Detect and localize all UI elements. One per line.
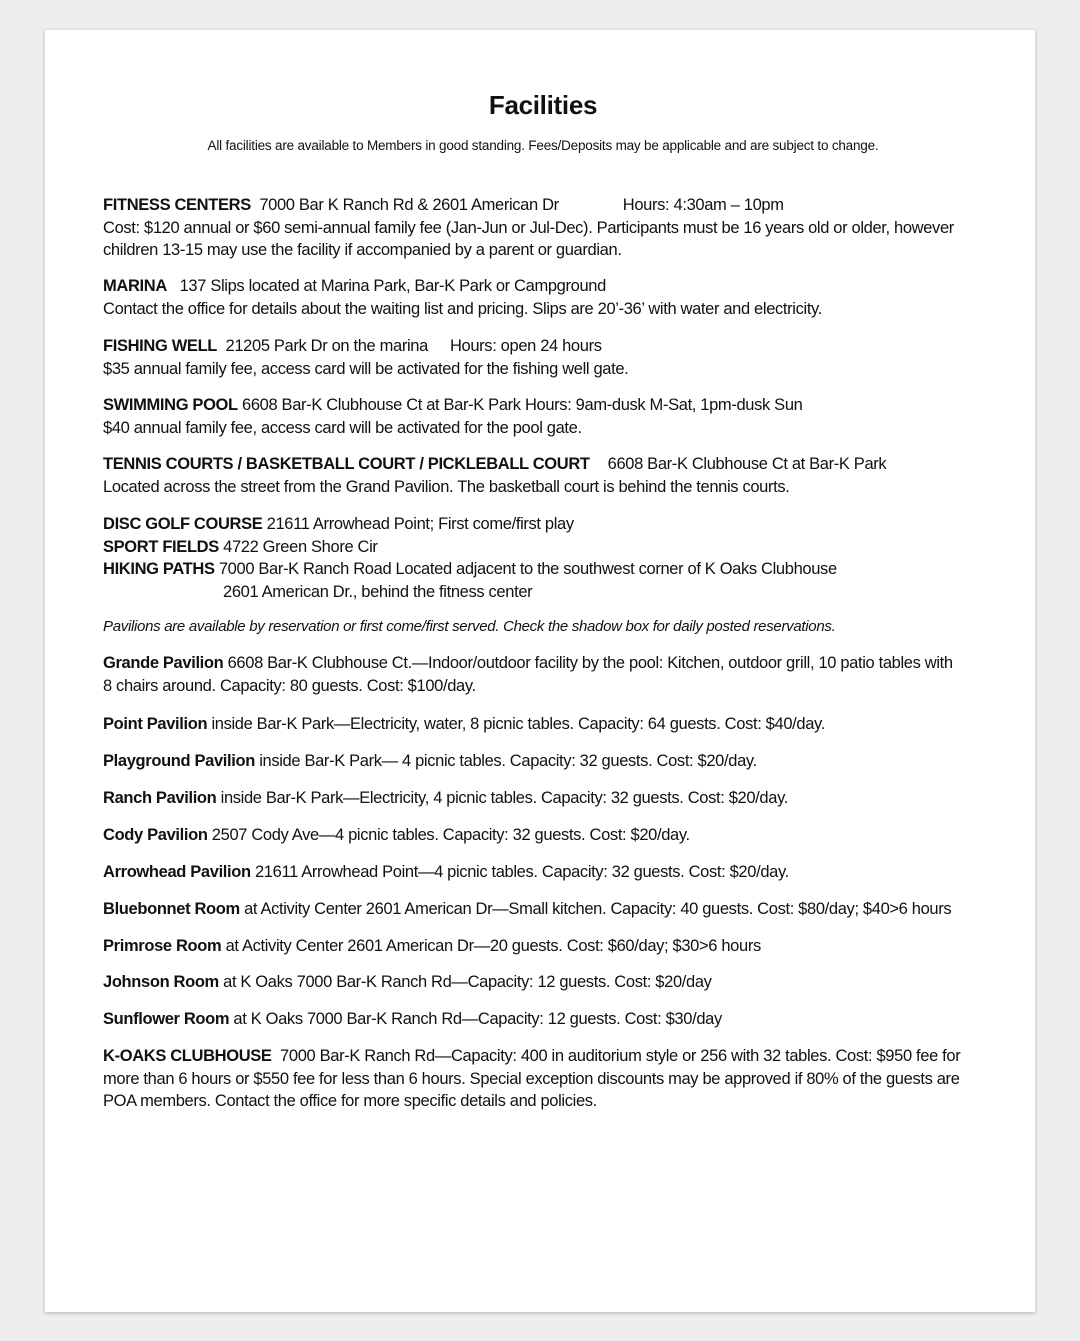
- cody-name: Cody Pavilion: [103, 826, 208, 844]
- marina-address: 137 Slips located at Marina Park, Bar-K Park or Campground: [179, 277, 606, 295]
- fishing-address: 21205 Park Dr on the marina: [225, 337, 428, 355]
- hiking-text: 7000 Bar-K Ranch Road Located adjacent to the southwest corner of K Oaks Clubhouse: [218, 560, 837, 578]
- sunflower-name: Sunflower Room: [103, 1010, 230, 1028]
- courts-entry: [103, 453, 983, 498]
- hiking-line2: 2601 American Dr., behind the fitness center: [223, 582, 533, 601]
- page-title: Facilities: [488, 90, 598, 120]
- fishing-name: FISHING WELL: [103, 337, 218, 355]
- bluebonnet-room-entry: [103, 898, 983, 921]
- sunflower-text: at K Oaks 7000 Bar-K Ranch Rd—Capacity: 12 guests. Cost: $30/day: [233, 1010, 722, 1028]
- point-name: Point Pavilion: [103, 715, 208, 733]
- sport-text: 4722 Green Shore Cir: [223, 537, 378, 556]
- koaks-name: K-OAKS CLUBHOUSE: [103, 1047, 272, 1065]
- courts-address: 6608 Bar-K Clubhouse Ct at Bar-K Park: [607, 455, 887, 473]
- sport-fields-entry: [103, 536, 983, 559]
- primrose-name: Primrose Room: [103, 937, 222, 955]
- fitness-cost: Cost: $120 annual or $60 semi-annual family fee (Jan-Jun or Jul-Dec). Participants must be 16 years old or older, however: [103, 218, 954, 237]
- grande-name: Grande Pavilion: [103, 654, 224, 672]
- ranch-pavilion-entry: [103, 787, 983, 810]
- disc-name: DISC GOLF COURSE: [103, 515, 263, 533]
- marina-entry: [103, 275, 983, 320]
- page-subtitle: All facilities are available to Members in good standing. Fees/Deposits may be applicable and are subject to change.: [207, 138, 879, 153]
- cody-pavilion-entry: [103, 824, 983, 847]
- fitness-age-note: children 13-15 may use the facility if accompanied by a parent or guardian.: [103, 241, 622, 259]
- koaks-line2: more than 6 hours or $550 fee for less than 6 hours. Special exception discounts may be approved if 80% of the guests are: [103, 1069, 960, 1088]
- fishing-fee: $35 annual family fee, access card will be activated for the fishing well gate.: [103, 359, 629, 378]
- koaks-text: 7000 Bar-K Ranch Rd—Capacity: 400 in auditorium style or 256 with 32 tables. Cost: $950 fee for: [280, 1047, 961, 1065]
- pool-name: SWIMMING POOL: [103, 396, 238, 414]
- playground-pavilion-entry: [103, 750, 983, 773]
- document-page: [45, 30, 1035, 1312]
- courts-name: TENNIS COURTS / BASKETBALL COURT / PICKLEBALL COURT: [103, 455, 590, 473]
- fishing-hours: Hours: open 24 hours: [449, 337, 602, 355]
- bluebonnet-name: Bluebonnet Room: [103, 900, 240, 918]
- sunflower-room-entry: [103, 1008, 983, 1031]
- hiking-name: HIKING PATHS: [103, 560, 215, 578]
- playground-name: Playground Pavilion: [103, 752, 255, 770]
- courts-details: Located across the street from the Grand Pavilion. The basketball court is behind the tennis courts.: [103, 477, 790, 496]
- pavilion-note: Pavilions are available by reservation or first come/first served. Check the shadow box for daily posted reservations.: [103, 618, 836, 635]
- marina-details: Contact the office for details about the waiting list and pricing. Slips are 20’-36’ with water and electricity.: [103, 299, 822, 318]
- disc-sport-hiking-entries: [103, 513, 983, 603]
- grande-line2: 8 chairs around. Capacity: 80 guests. Cost: $100/day.: [103, 676, 476, 695]
- pool-fee: $40 annual family fee, access card will be activated for the pool gate.: [103, 418, 582, 437]
- grande-pavilion-entry: [103, 652, 983, 697]
- fitness-address: 7000 Bar K Ranch Rd & 2601 American Dr: [259, 196, 559, 214]
- swimming-pool-entry: [103, 394, 983, 439]
- fitness-name: FITNESS CENTERS: [103, 196, 251, 214]
- disc-golf-entry: [103, 513, 983, 536]
- johnson-room-entry: [103, 971, 983, 994]
- ranch-text: inside Bar-K Park—Electricity, 4 picnic tables. Capacity: 32 guests. Cost: $20/day.: [220, 789, 788, 807]
- johnson-text: at K Oaks 7000 Bar-K Ranch Rd—Capacity: 12 guests. Cost: $20/day: [223, 973, 712, 991]
- arrowhead-name: Arrowhead Pavilion: [103, 863, 251, 881]
- hiking-paths-entry: [103, 558, 983, 581]
- ranch-name: Ranch Pavilion: [103, 789, 217, 807]
- marina-name: MARINA: [103, 277, 167, 295]
- arrowhead-pavilion-entry: [103, 861, 983, 884]
- fishing-well-entry: [103, 335, 983, 380]
- bluebonnet-text: at Activity Center 2601 American Dr—Small kitchen. Capacity: 40 guests. Cost: $80/day; $40>6 hours: [244, 900, 952, 918]
- fitness-hours: Hours: 4:30am – 10pm: [622, 196, 784, 214]
- primrose-text: at Activity Center 2601 American Dr—20 guests. Cost: $60/day; $30>6 hours: [225, 937, 761, 955]
- point-text: inside Bar-K Park—Electricity, water, 8 picnic tables. Capacity: 64 guests. Cost: $40/day.: [211, 715, 825, 733]
- primrose-room-entry: [103, 935, 983, 958]
- cody-text: 2507 Cody Ave—4 picnic tables. Capacity: 32 guests. Cost: $20/day.: [211, 826, 690, 844]
- playground-text: inside Bar-K Park— 4 picnic tables. Capacity: 32 guests. Cost: $20/day.: [259, 752, 757, 770]
- arrowhead-text: 21611 Arrowhead Point—4 picnic tables. Capacity: 32 guests. Cost: $20/day.: [254, 863, 789, 881]
- disc-text: 21611 Arrowhead Point; First come/first play: [266, 515, 574, 533]
- k-oaks-clubhouse-entry: [103, 1045, 983, 1113]
- point-pavilion-entry: [103, 713, 983, 736]
- koaks-line3: POA members. Contact the office for more specific details and policies.: [103, 1092, 597, 1110]
- sport-name: SPORT FIELDS: [103, 537, 219, 556]
- pool-address: 6608 Bar-K Clubhouse Ct at Bar-K Park Hours: 9am-dusk M-Sat, 1pm-dusk Sun: [242, 396, 803, 414]
- johnson-name: Johnson Room: [103, 973, 219, 991]
- grande-text: 6608 Bar-K Clubhouse Ct.—Indoor/outdoor facility by the pool: Kitchen, outdoor grill, 10 patio tables with: [227, 654, 953, 672]
- fitness-centers-entry: [103, 194, 983, 262]
